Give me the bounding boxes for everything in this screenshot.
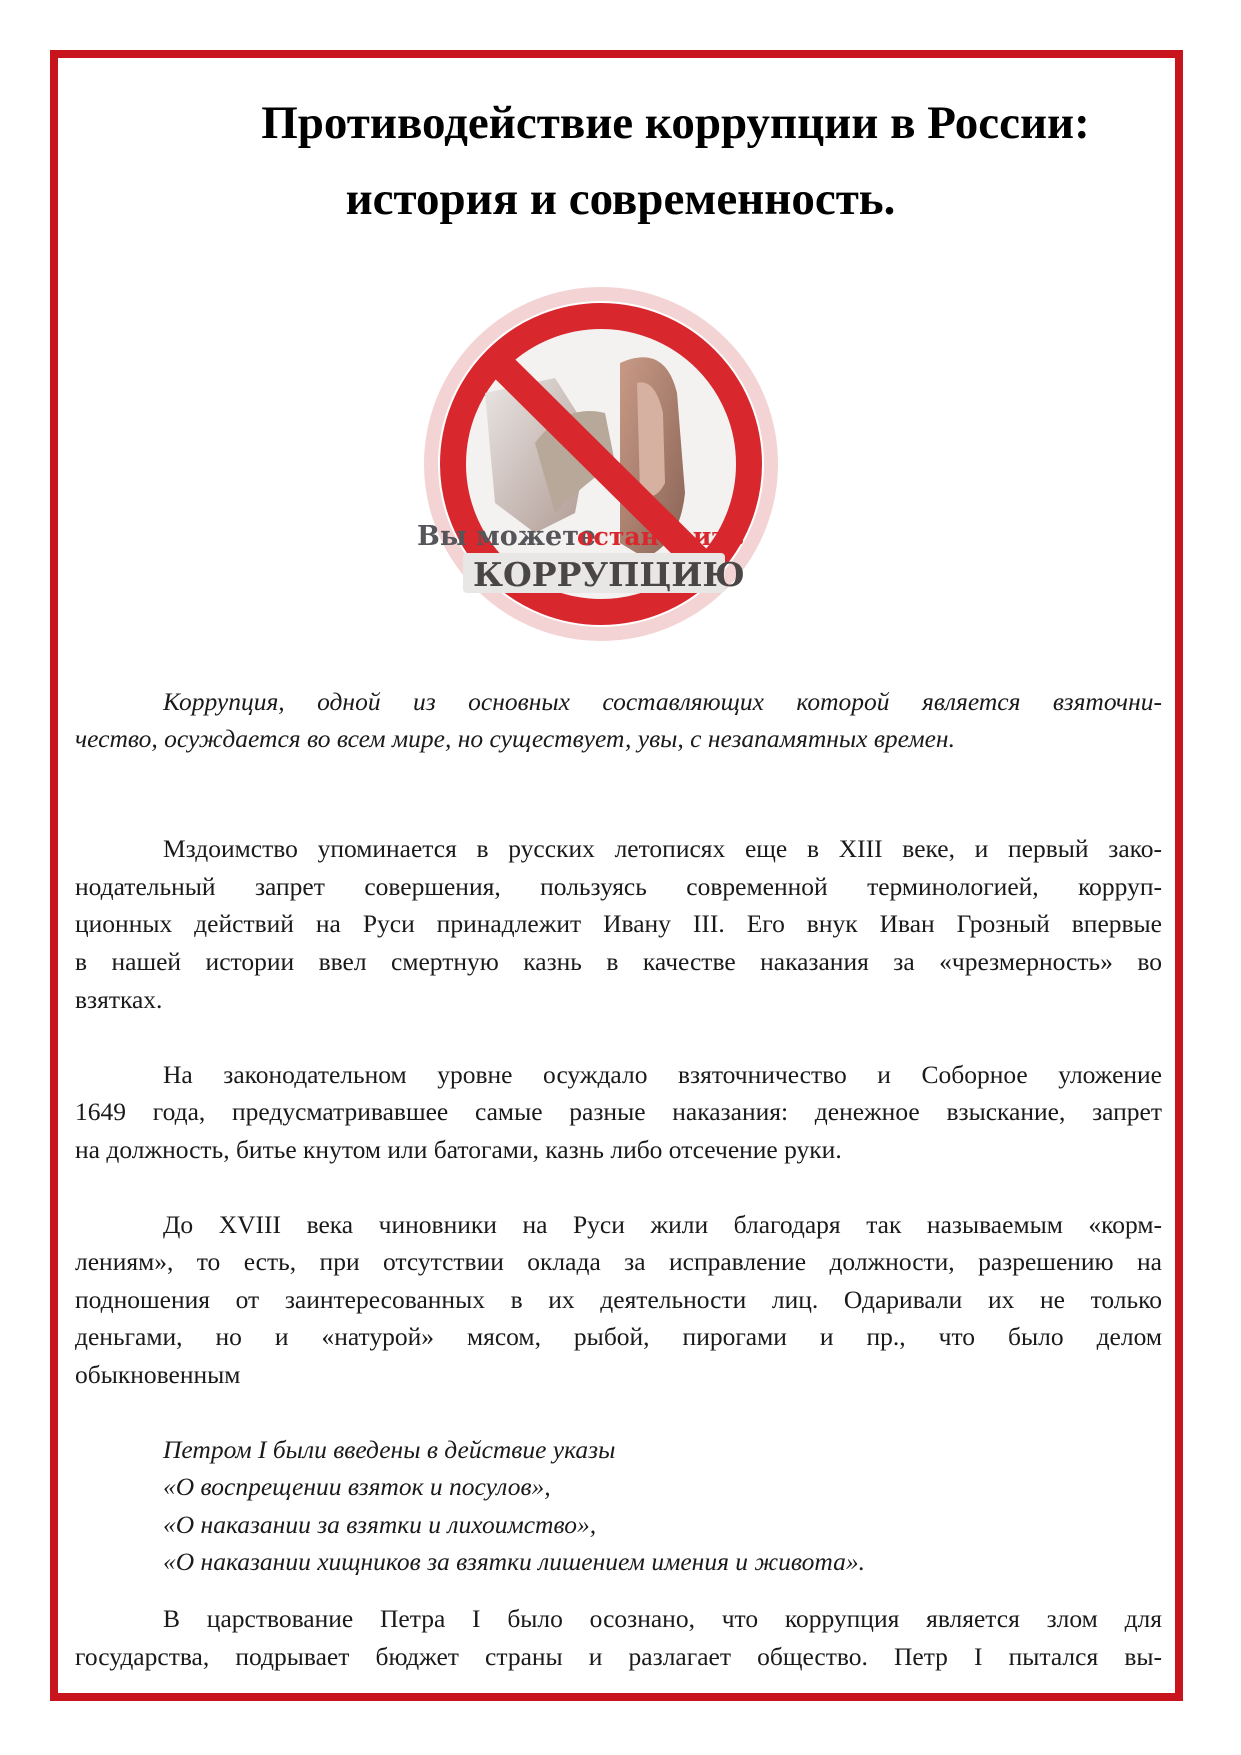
logo-caption-red: остановить: [577, 522, 744, 551]
p1-line-1: Мздоимство упоминается в русских летописях еще в XIII веке, и первый зако-: [163, 834, 1162, 863]
p3-line-1: До XVIII века чиновники на Руси жили благодаря так называемым «корм-: [163, 1210, 1162, 1239]
logo-caption-dark: Вы можете: [417, 521, 597, 552]
logo-caption: [417, 521, 745, 594]
p2-line-1: На законодательном уровне осуждало взяточничество и Соборное уложение: [163, 1060, 1162, 1089]
p2-line-3: на должность, битье кнутом или батогами, казнь либо отсечение руки.: [75, 1135, 842, 1164]
p3-line-5: обыкновенным: [75, 1360, 241, 1389]
p3-line-3: подношения от заинтересованных в их деятельности лиц. Одаривали их не только: [75, 1285, 1162, 1314]
intro-line-2: чество, осуждается во всем мире, но существует, увы, с незапамятных времен.: [75, 724, 955, 753]
decree-2: «О наказании за взятки и лихоимство»,: [163, 1510, 597, 1539]
decree-3: «О наказании хищников за взятки лишением имения и живота».: [163, 1547, 865, 1576]
p1-line-5: взятках.: [75, 985, 163, 1014]
p1-line-4: в нашей истории ввел смертную казнь в качестве наказания за «чрезмерность» во: [75, 947, 1162, 976]
anti-corruption-logo: [415, 283, 787, 653]
intro-line-1: Коррупция, одной из основных составляющих которой является взяточни-: [163, 687, 1162, 716]
decree-1: «О воспрещении взяток и посулов»,: [163, 1472, 551, 1501]
page-title-line-2: история и современность.: [345, 173, 896, 225]
page-title-line-1: Противодействие коррупции в России:: [261, 97, 1090, 149]
p3-line-4: деньгами, но и «натурой» мясом, рыбой, пирогами и пр., что было делом: [75, 1322, 1162, 1351]
p1-line-2: нодательный запрет совершения, пользуясь современной терминологией, корруп-: [75, 872, 1162, 901]
p2-line-2: 1649 года, предусматривавшее самые разные наказания: денежное взыскание, запрет: [75, 1097, 1162, 1126]
p4-line-2: государства, подрывает бюджет страны и разлагает общество. Петр I пытался вы-: [75, 1642, 1162, 1671]
decrees-intro: Петром I были введены в действие указы: [163, 1435, 616, 1464]
logo-caption-main: КОРРУПЦИЮ: [473, 555, 745, 594]
p4-line-1: В царствование Петра I было осознано, что коррупция является злом для: [163, 1604, 1162, 1633]
p1-line-3: ционных действий на Руси принадлежит Ивану III. Его внук Иван Грозный впервые: [75, 909, 1162, 938]
p3-line-2: лениям», то есть, при отсутствии оклада за исправление должности, разрешению на: [75, 1247, 1162, 1276]
